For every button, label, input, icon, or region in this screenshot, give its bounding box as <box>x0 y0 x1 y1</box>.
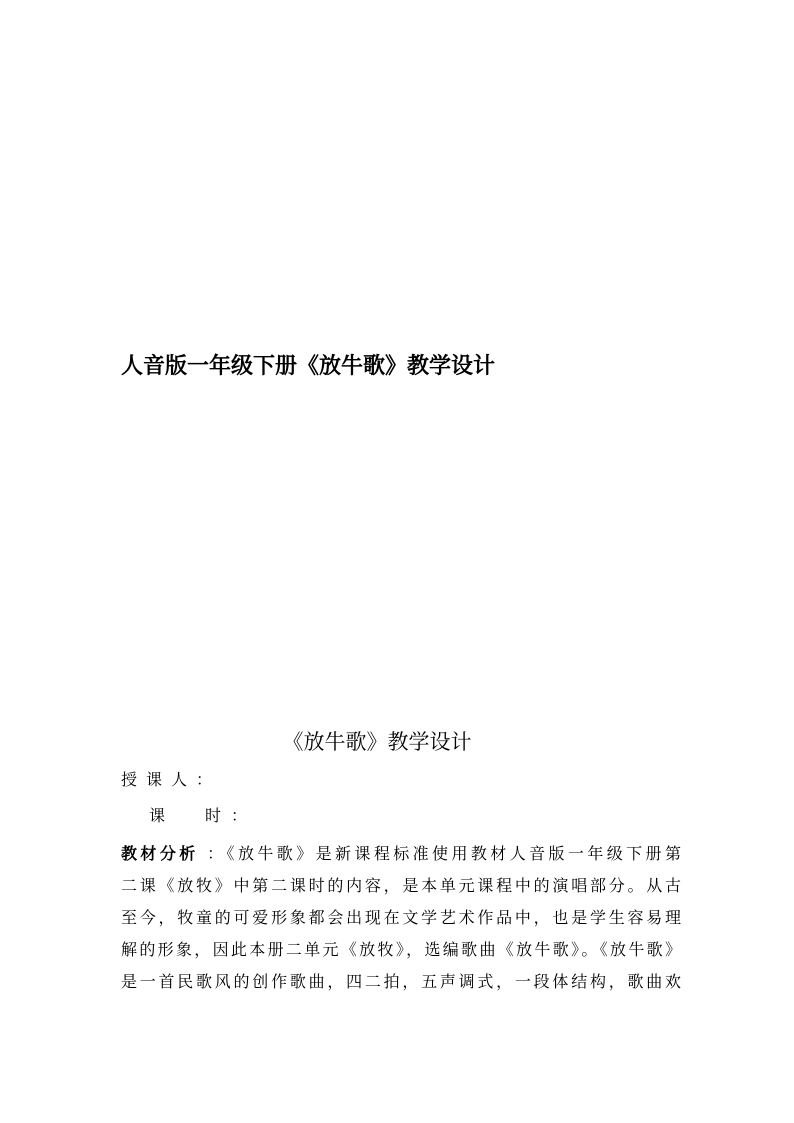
analysis-line-3: 至今，牧童的可爱形象都会出现在文学艺术作品中，也是学生容易理 <box>121 908 681 927</box>
analysis-line-2: 二课《放牧》中第二课时的内容，是本单元课程中的演唱部分。从古 <box>121 876 681 895</box>
period-char-2: 时 <box>205 806 222 825</box>
teacher-field: 授课人： <box>121 770 222 789</box>
analysis-line-1 <box>121 838 681 870</box>
document-title-text: 《放牛歌》教学设计 <box>282 730 472 754</box>
period-colon: ： <box>231 806 248 825</box>
analysis-paragraph <box>121 838 681 998</box>
analysis-colon: ： <box>198 844 227 863</box>
cover-title: 人音版一年级下册《放牛歌》教学设计 <box>121 354 496 379</box>
document-title <box>0 727 794 757</box>
period-char-1: 课 <box>149 806 166 825</box>
analysis-lead: 教材分析 <box>121 844 199 863</box>
class-period-field <box>149 805 247 827</box>
analysis-text-1: 《放牛歌》是新课程标准使用教材人音版一年级下册第 <box>226 844 681 863</box>
analysis-line-5: 是一首民歌风的创作歌曲，四二拍，五声调式，一段体结构，歌曲欢 <box>121 972 681 991</box>
analysis-line-4: 解的形象，因此本册二单元《放牧》，选编歌曲《放牛歌》。《放牛歌》 <box>121 940 681 959</box>
